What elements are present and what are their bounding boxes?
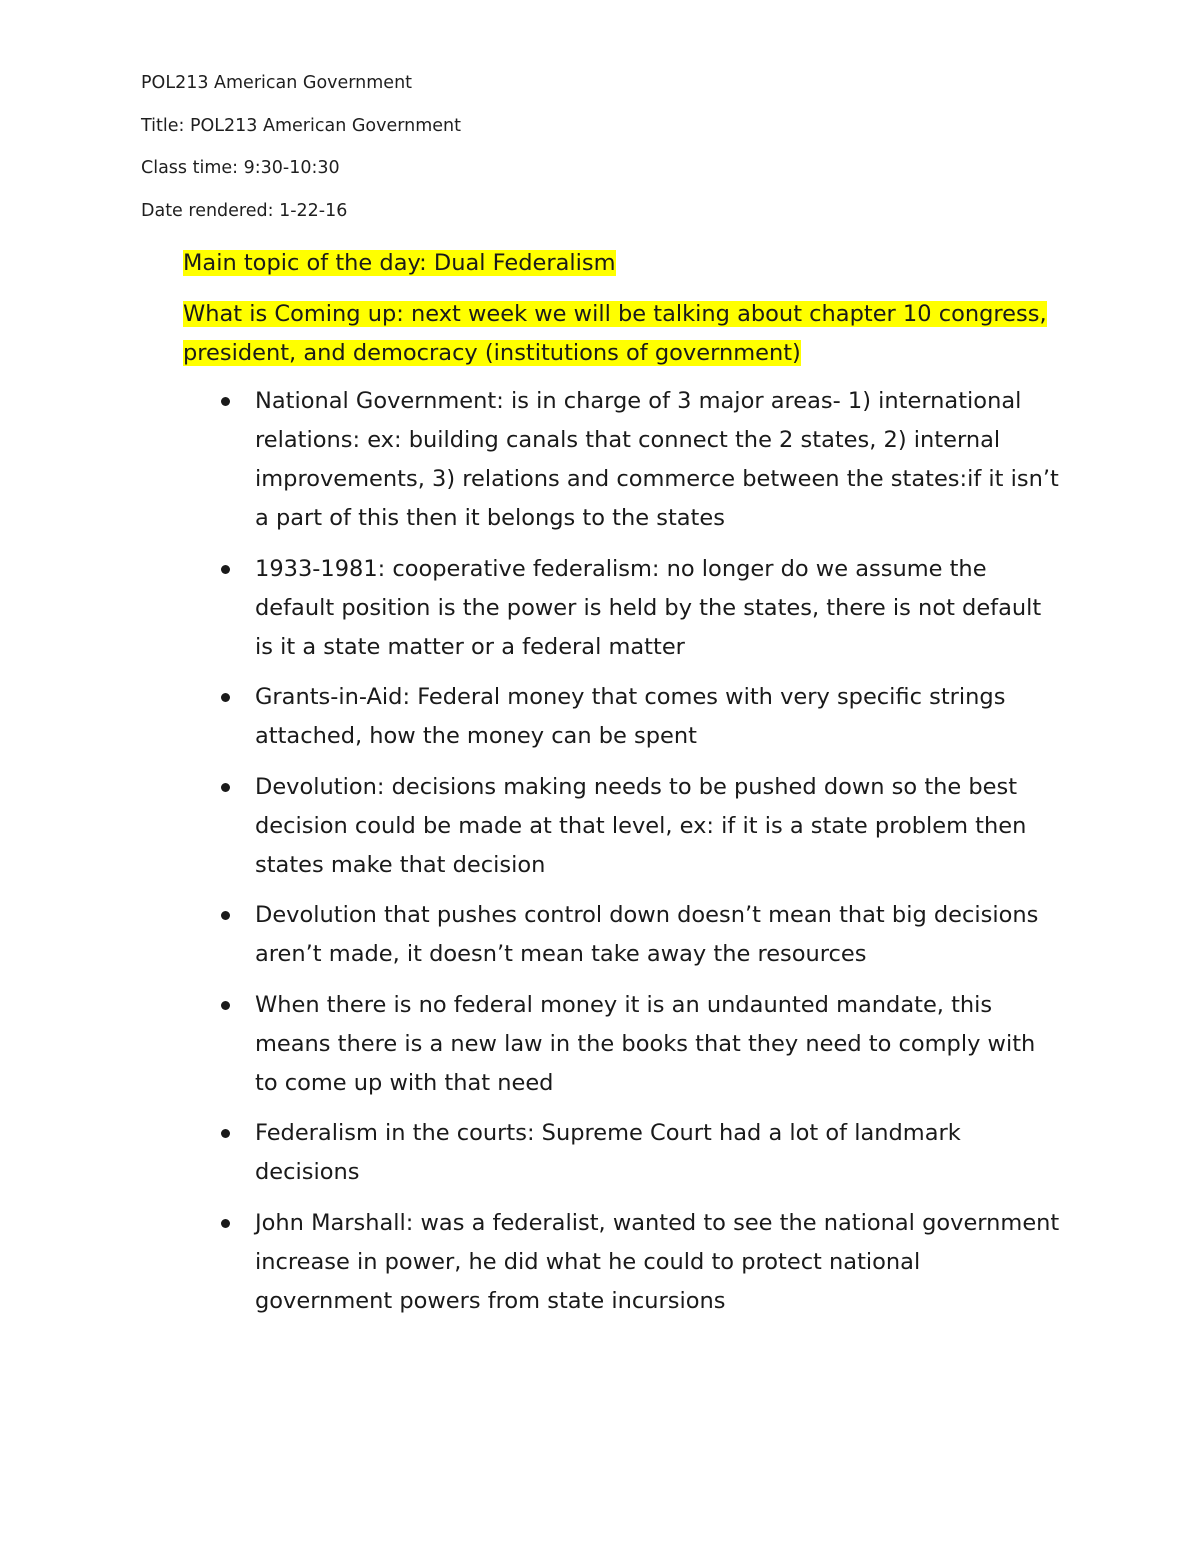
notes-bullet-list	[183, 382, 1063, 1332]
bullet-icon	[221, 783, 230, 792]
course-name: POL213 American Government	[141, 73, 413, 93]
list-item	[183, 550, 1063, 667]
bullet-icon	[221, 1129, 230, 1138]
coming-up-paragraph	[183, 295, 1063, 374]
bullet-text: 1933-1981: cooperative federalism: no longer do we assume the default position is the power is held by the states, there is not default is it a state matter or a federal matter	[255, 555, 1042, 660]
bullet-icon	[221, 565, 230, 574]
bullet-text: Devolution that pushes control down doesn’t mean that big decisions aren’t made, it doesn’t mean take away the resources	[255, 902, 1039, 967]
document-header	[141, 72, 1041, 242]
list-item	[183, 896, 1063, 974]
bullet-icon	[221, 1001, 230, 1010]
list-item	[183, 678, 1063, 756]
bullet-icon	[221, 911, 230, 920]
list-item	[183, 382, 1063, 538]
bullet-text: When there is no federal money it is an undaunted mandate, this means there is a new law in the books that they need to comply with to come up with that need	[255, 991, 1036, 1096]
list-item	[183, 986, 1063, 1103]
bullet-text: Grants-in-Aid: Federal money that comes with very specific strings attached, how the money can be spent	[255, 684, 1006, 749]
bullet-text: Federalism in the courts: Supreme Court had a lot of landmark decisions	[255, 1120, 961, 1185]
list-item	[183, 768, 1063, 885]
bullet-icon	[221, 693, 230, 702]
list-item	[183, 1204, 1063, 1321]
list-item	[183, 1114, 1063, 1192]
bullet-text: Devolution: decisions making needs to be pushed down so the best decision could be made at that level, ex: if it is a state problem then states make that decision	[255, 773, 1027, 878]
bullet-icon	[221, 397, 230, 406]
bullet-text: John Marshall: was a federalist, wanted to see the national government increase in power, he did what he could to protect national government powers from state incursions	[255, 1209, 1060, 1314]
title-line: Title: POL213 American Government	[141, 115, 461, 136]
bullet-text: National Government: is in charge of 3 major areas- 1) international relations: ex: building canals that connect the 2 states, 2) internal improvements, 3) relations and commerce between the states:if it isn’t a part of this then it belongs to the states	[255, 388, 1059, 531]
class-time: Class time: 9:30-10:30	[141, 158, 340, 178]
main-topic-paragraph	[183, 244, 1063, 284]
bullet-icon	[221, 1219, 230, 1228]
coming-up-highlight: What is Coming up: next week we will be talking about chapter 10 congress, president, and democracy (institutions of government)	[183, 300, 1047, 366]
main-topic-highlight: Main topic of the day: Dual Federalism	[183, 250, 616, 276]
date-rendered: Date rendered: 1-22-16	[141, 200, 348, 221]
highlighted-notes	[183, 244, 1063, 374]
